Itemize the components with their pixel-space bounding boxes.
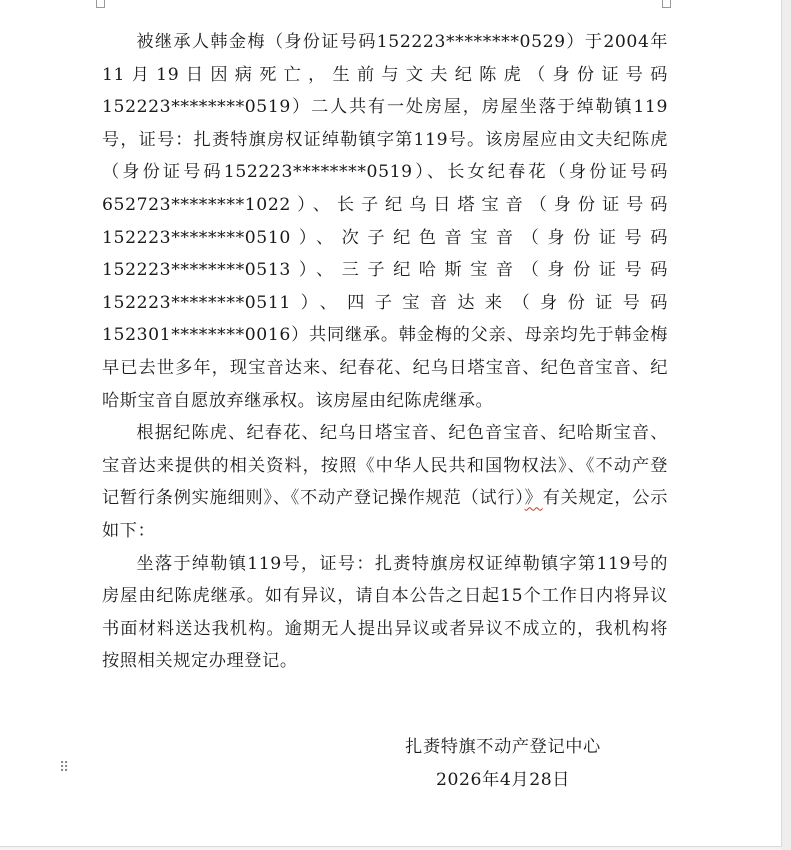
document-body[interactable] — [102, 26, 668, 678]
drag-handle-icon[interactable]: ⠿ — [59, 760, 71, 776]
scrollbar-gutter[interactable] — [782, 0, 791, 850]
paragraph-3[interactable]: 坐落于绰勒镇119号，证号：扎赉特旗房权证绰勒镇字第119号的房屋由纪陈虎继承。如有异议，请自本公告之日起15个工作日内将异议书面材料送达我机构。逾期无人提出异议或者异议不成立的，我机构将按照相关规定办理登记。 — [102, 553, 668, 672]
right-margin-marker[interactable] — [662, 0, 671, 8]
paragraph-2-text: 根据纪陈虎、纪春花、纪乌日塔宝音、纪色音宝音、纪哈斯宝音、宝音达来提供的相关资料，按照《中华人民共和国物权法》、《不动产登记暂行条例实施细则》、《不动产登记操作规范（试行） — [102, 423, 668, 509]
signature-organization: 扎赉特旗不动产登记中心 — [405, 737, 601, 757]
spellcheck-mark[interactable]: 》 — [524, 488, 543, 509]
signature-block — [368, 731, 638, 796]
paragraph-2[interactable] — [102, 417, 668, 547]
paragraph-2-text-end: 有关规定，公示如下： — [102, 488, 668, 541]
signature-date: 2026年4月28日 — [435, 769, 571, 790]
paragraph-1[interactable]: 被继承人韩金梅（身份证号码152223********0529）于2004年11月19日因病死亡，生前与文夫纪陈虎（身份证号码152223********0519）二人共有一处房屋，房屋坐落于绰勒镇119号，证号：扎赉特旗房权证绰勒镇字第119号。该房屋应由文夫纪陈虎（身份证号码152223********0519）、长女纪春花（身份证号码652723********1022）、长子纪乌日塔宝音（身份证号码152223********0510）、次子纪色音宝音（身份证号码152223********0513）、三子纪哈斯宝音（身份证号码152223********0511）、四子宝音达来（身份证号码152301********0016）共同继承。韩金梅的父亲、母亲均先于韩金梅早已去世多年，现宝音达来、纪春花、纪乌日塔宝音、纪色音宝音、纪哈斯宝音自愿放弃继承权。该房屋由纪陈虎继承。 — [102, 32, 668, 411]
left-margin-marker[interactable] — [96, 0, 105, 8]
